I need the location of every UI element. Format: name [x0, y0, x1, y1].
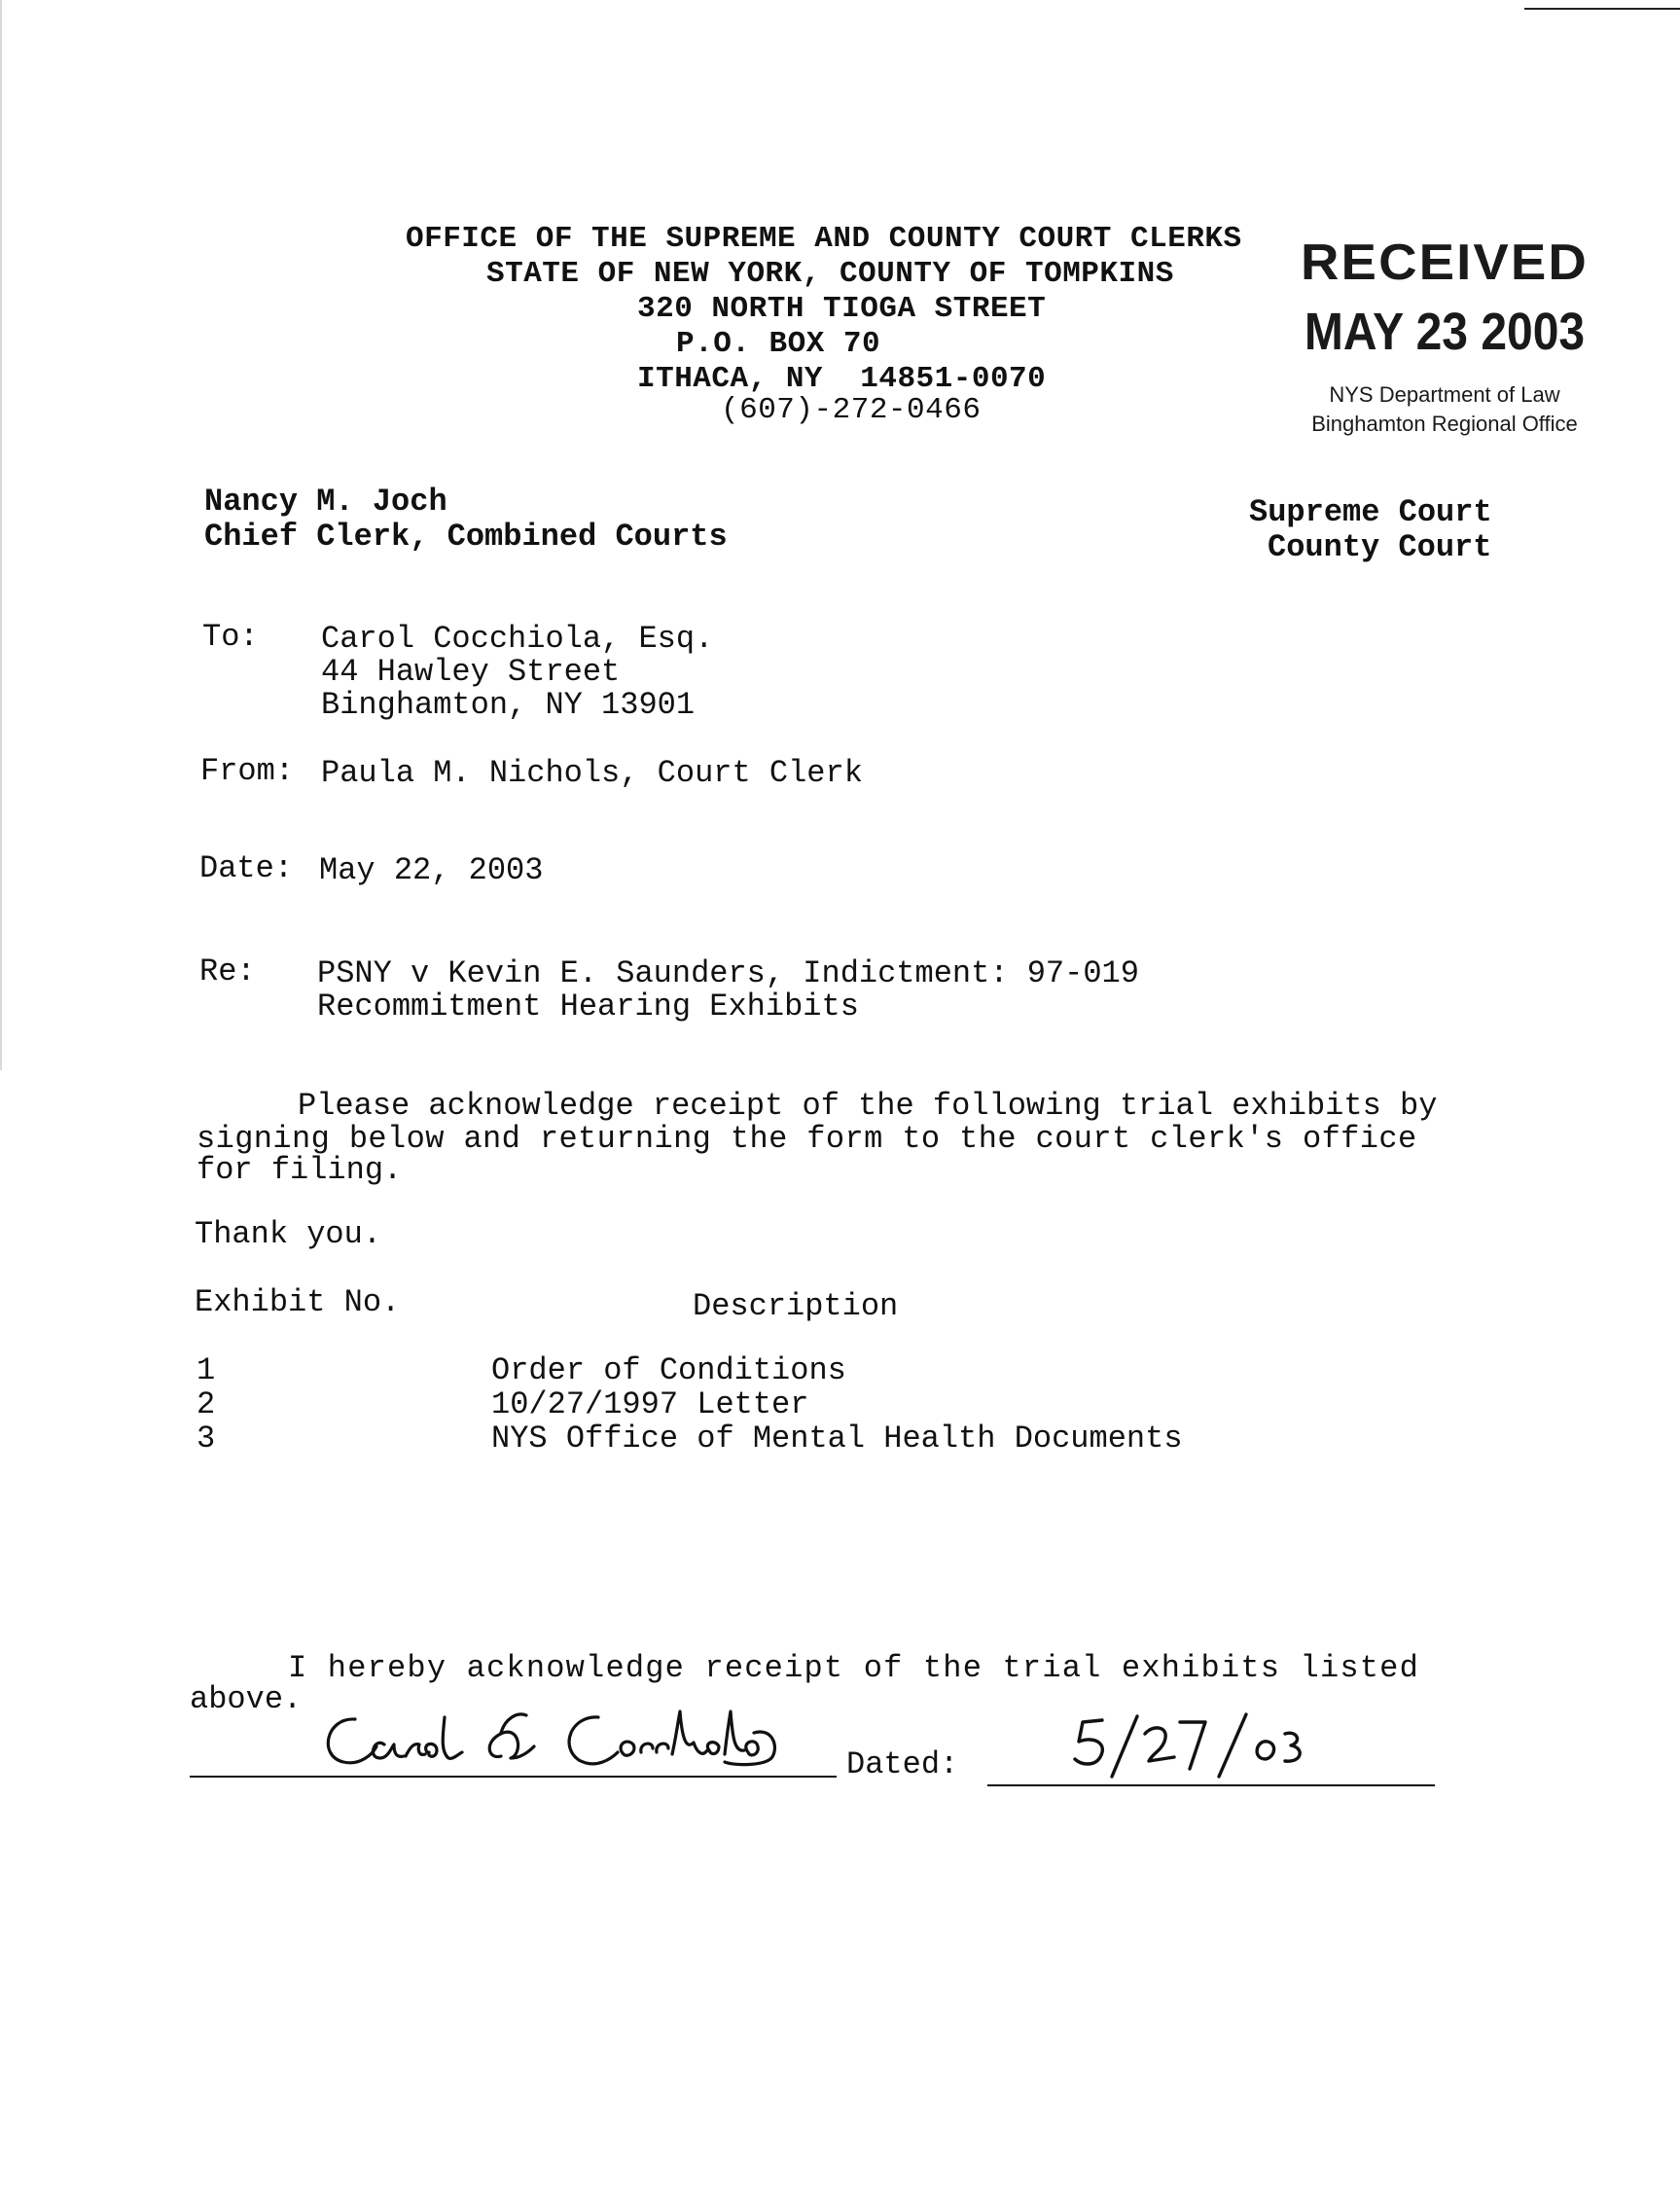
to-label: To:	[202, 619, 259, 655]
letterhead-line-4: P.O. BOX 70	[676, 327, 881, 361]
body-line-1: Please acknowledge receipt of the following trial exhibits by	[298, 1088, 1438, 1124]
re-line-2: Recommitment Hearing Exhibits	[317, 989, 859, 1025]
exhibit-row-3-desc: NYS Office of Mental Health Documents	[491, 1421, 1183, 1457]
letterhead	[394, 222, 1328, 474]
stamp-date: MAY 23 2003	[1304, 303, 1586, 362]
stamp-org-line-2: Binghamton Regional Office	[1311, 412, 1578, 436]
to-line-2: 44 Hawley Street	[321, 654, 621, 690]
scan-edge	[0, 0, 10, 1070]
to-line-3: Binghamton, NY 13901	[321, 687, 696, 723]
stamp-received: RECEIVED	[1301, 234, 1589, 291]
exhibit-row-2-desc: 10/27/1997 Letter	[491, 1386, 809, 1422]
exhibit-no-header: Exhibit No.	[195, 1284, 401, 1320]
signature	[316, 1698, 822, 1785]
letterhead-phone: (607)-272-0466	[721, 393, 982, 427]
letterhead-line-3: 320 NORTH TIOGA STREET	[637, 292, 1047, 326]
exhibit-row-3-no: 3	[197, 1421, 216, 1457]
handwritten-date	[1055, 1712, 1308, 1785]
date-line	[987, 1784, 1435, 1786]
date-value: May 22, 2003	[319, 852, 544, 888]
to-line-1: Carol Cocchiola, Esq.	[321, 621, 714, 657]
from-value: Paula M. Nichols, Court Clerk	[321, 755, 863, 791]
from-label: From:	[200, 753, 295, 789]
letterhead-line-5: ITHACA, NY 14851-0070	[637, 362, 1047, 396]
ack-line-2: above.	[190, 1681, 303, 1717]
exhibit-row-1-no: 1	[197, 1352, 216, 1388]
sender-name: Nancy M. Joch	[204, 484, 447, 520]
dated-label: Dated:	[846, 1746, 959, 1782]
description-header: Description	[693, 1288, 899, 1324]
body-line-3: for filing.	[197, 1152, 403, 1188]
date-label: Date:	[199, 850, 294, 886]
stamp-org-line-1: NYS Department of Law	[1329, 382, 1560, 407]
signature-line	[190, 1776, 837, 1778]
courts-line-1: Supreme Court	[1249, 494, 1492, 530]
courts-line-2: County Court	[1268, 529, 1492, 565]
letterhead-line-1: OFFICE OF THE SUPREME AND COUNTY COURT CLERKS	[406, 222, 1242, 256]
received-stamp	[1294, 234, 1595, 439]
re-line-1: PSNY v Kevin E. Saunders, Indictment: 97-019	[317, 955, 1139, 991]
sender-title: Chief Clerk, Combined Courts	[204, 519, 728, 555]
exhibit-row-2-no: 2	[197, 1386, 216, 1422]
thank-you: Thank you.	[195, 1216, 382, 1252]
re-label: Re:	[199, 953, 256, 989]
letterhead-line-2: STATE OF NEW YORK, COUNTY OF TOMPKINS	[486, 257, 1174, 291]
scan-corner-mark	[1524, 8, 1680, 10]
exhibit-row-1-desc: Order of Conditions	[491, 1352, 846, 1388]
body-line-2: signing below and returning the form to the court clerk's office	[197, 1121, 1417, 1157]
ack-line-1: I hereby acknowledge receipt of the trial exhibits listed	[288, 1650, 1419, 1686]
